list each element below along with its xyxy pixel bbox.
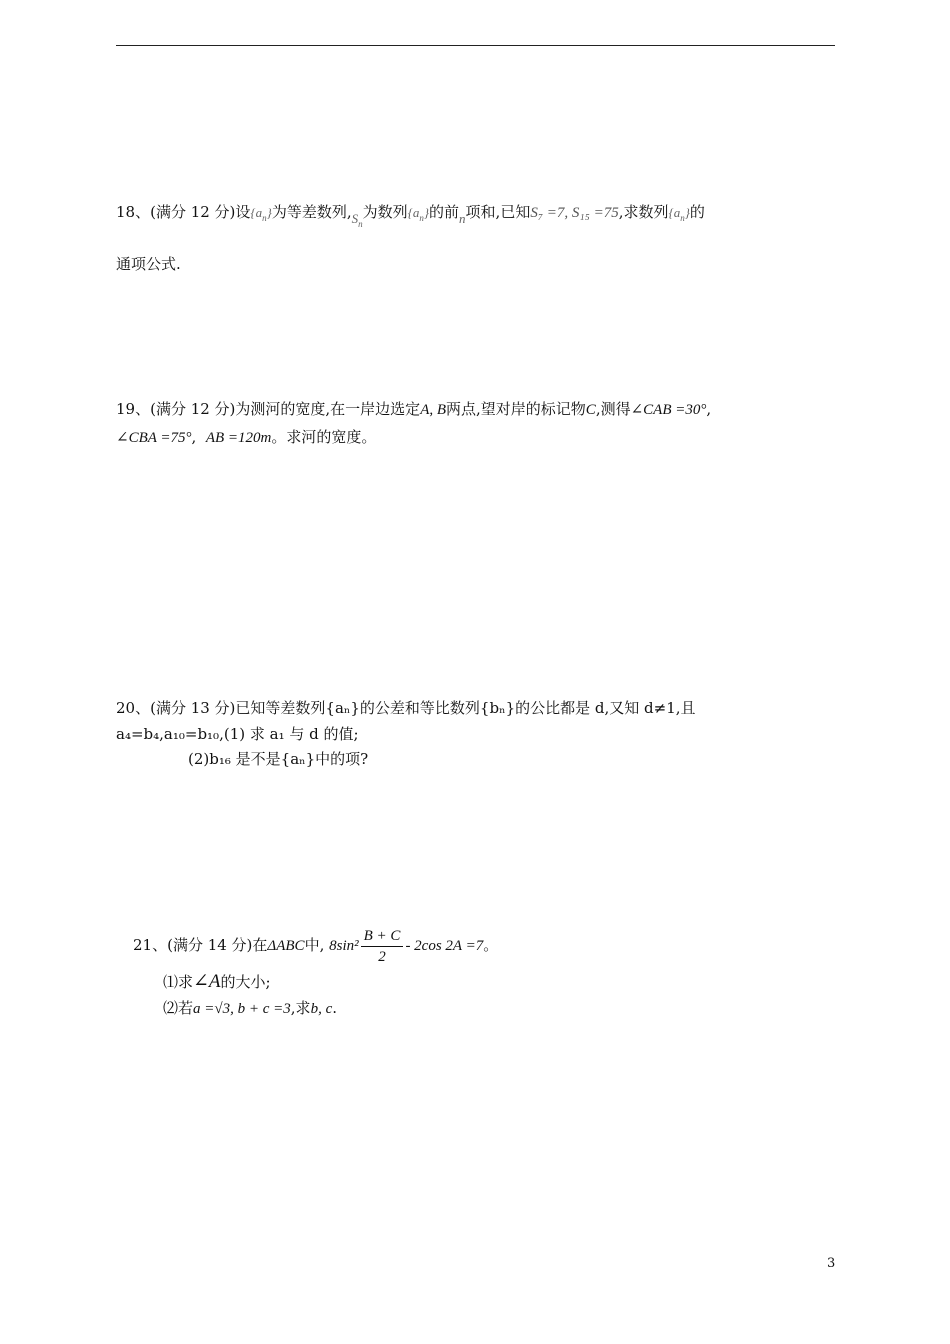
- q18-n: n: [459, 211, 466, 226]
- q21-part1-text: 的大小;: [220, 973, 271, 991]
- q21-frac-num: B + C: [361, 926, 404, 947]
- q18-text-e: 项和,已知: [465, 203, 531, 221]
- q21-part2-end: .: [332, 999, 338, 1017]
- q19-text-f: 。求河的宽度。: [271, 428, 377, 446]
- q19-length-ab: AB =120m: [205, 430, 272, 446]
- q21-unknowns: b, c: [310, 1001, 333, 1017]
- q21-part1-prefix: ⑴求: [163, 973, 194, 991]
- q19-line1: [116, 398, 711, 421]
- q21-part2-condition: a =√3, b + c =3: [193, 1001, 291, 1017]
- q18-line2: 通项公式.: [116, 255, 181, 273]
- q19-point-c: C: [585, 402, 596, 418]
- q21-text-c: 。: [483, 936, 499, 954]
- page-number: 3: [827, 1256, 836, 1271]
- q18-an-1: $\{a_n\}$: [250, 205, 272, 223]
- q18-condition: S₇ =7, S₁₅ =75: [530, 205, 619, 221]
- q19-line2: [116, 426, 376, 449]
- q18-prefix: 18、(满分 12 分)设: [116, 203, 251, 221]
- q21-prefix: 21、(满分 14 分)在: [133, 936, 268, 954]
- q20-line3: (2)b₁₆ 是不是{aₙ}中的项?: [188, 750, 369, 768]
- q21-eq-right: - 2cos 2A =7: [405, 938, 484, 954]
- q19-text-c: ,测得: [595, 400, 631, 418]
- q19-text-d: ,: [706, 400, 712, 418]
- q21-frac-den: 2: [378, 948, 386, 965]
- q18-text-d: 的前: [429, 203, 460, 221]
- q21-part2-text: ,求: [290, 999, 311, 1017]
- q21-part2: [163, 997, 337, 1020]
- q18-an-3: $\{a_n\}$: [668, 205, 690, 223]
- q18-text-f: ,求数列: [618, 203, 669, 221]
- q18-text-g: 的: [689, 203, 705, 221]
- q19-prefix: 19、(满分 12 分)为测河的宽度,在一岸边选定: [116, 400, 421, 418]
- q20-line2: a₄=b₄,a₁₀=b₁₀,(1) 求 a₁ 与 d 的值;: [116, 725, 359, 743]
- q21-eq-left: 8sin²: [329, 938, 359, 954]
- q21-fraction: [361, 926, 404, 967]
- q21-part1: [163, 971, 271, 993]
- q21-text-b: 中,: [304, 936, 325, 954]
- q21-line1: [133, 925, 498, 967]
- q18-line1: [116, 201, 705, 235]
- q18-text-c: 为数列: [362, 203, 408, 221]
- q21-triangle: ΔABC: [267, 938, 305, 954]
- q19-text-b: 两点,望对岸的标记物: [446, 400, 586, 418]
- header-rule: [116, 45, 835, 46]
- q18-sn: $S_n$: [351, 211, 363, 229]
- q21-angle-a: ∠A: [193, 971, 221, 992]
- q19-angle-cba: ∠CBA =75°: [116, 430, 192, 446]
- q18-an-2: $\{a_n\}$: [407, 205, 430, 223]
- q20-line1: 20、(满分 13 分)已知等差数列{aₙ}的公差和等比数列{bₙ}的公比都是 d,又知 d≠1,且: [116, 699, 696, 717]
- q19-angle-cab: ∠CAB =30°: [630, 402, 707, 418]
- q19-points-ab: A, B: [420, 402, 447, 418]
- q18-text-b: 为等差数列,: [271, 203, 352, 221]
- q21-part2-prefix: ⑵若: [163, 999, 194, 1017]
- q19-text-e: ,: [191, 428, 197, 446]
